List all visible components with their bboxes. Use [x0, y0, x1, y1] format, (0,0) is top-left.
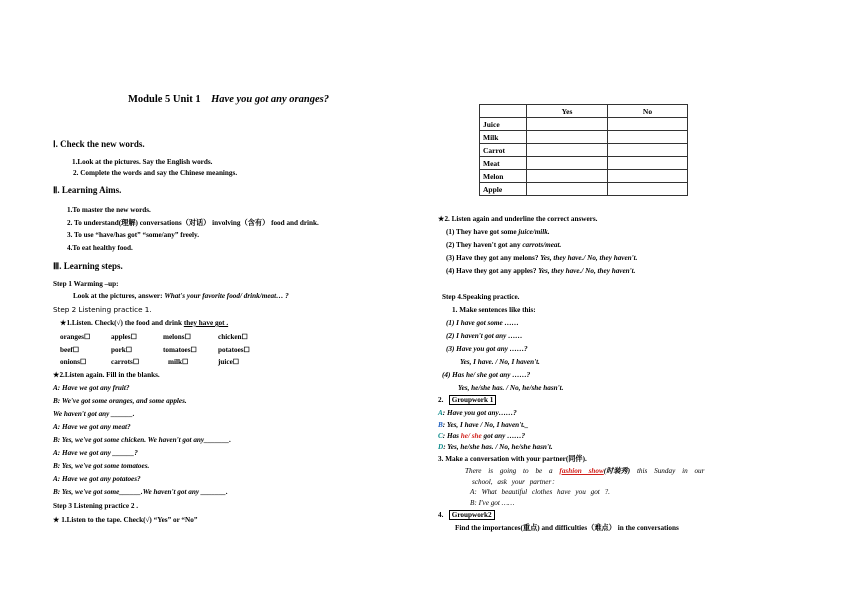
answer-options: carrots/meat.: [522, 241, 562, 249]
food-item[interactable]: beef☐: [60, 346, 80, 354]
no-cell[interactable]: [608, 170, 688, 183]
table-header-no: No: [608, 105, 688, 118]
line-text: There is going to be a: [465, 467, 560, 475]
groupwork-1-number: 2.: [438, 396, 444, 404]
food-item[interactable]: juice☐: [218, 358, 240, 366]
table-row: [480, 118, 688, 131]
answer-options: Yes, they have./ No, they haven't.: [538, 267, 636, 275]
section-3-heading: Ⅲ. Learning steps.: [53, 261, 123, 271]
table-row: [480, 131, 688, 144]
line-text: (时装秀): [603, 467, 631, 475]
sentence-line: (1) I have got some ……: [446, 319, 519, 327]
groupwork-1: [438, 396, 496, 404]
speaker-b: B: [438, 421, 443, 429]
no-cell[interactable]: [608, 183, 688, 196]
aim-4: 4.To eat healthy food.: [67, 244, 133, 252]
table-row-label: Meat: [480, 157, 527, 170]
step-1-label: Step 1 Warming –up:: [53, 280, 119, 288]
group-line-a: [438, 409, 517, 417]
step-3-task: ★ 1.Listen to the tape. Check(√) “Yes” or “No”: [53, 516, 198, 524]
groupwork-2-label: Groupwork2: [449, 510, 495, 520]
answer-text: (1) They have got some: [446, 228, 519, 236]
dialogue-line: A: Have we got any potatoes?: [53, 475, 141, 483]
dialogue-line: A: Have we got any fruit?: [53, 384, 130, 392]
yes-cell[interactable]: [527, 183, 608, 196]
item-3-line-2: school, ask your partner：: [472, 478, 559, 486]
sentence-line: Yes, I have. / No, I haven't.: [460, 358, 540, 366]
step-1-question: What's your favorite food/ drink/meat… ?: [164, 292, 289, 300]
yes-cell[interactable]: [527, 157, 608, 170]
food-item[interactable]: onions☐: [60, 358, 87, 366]
food-item[interactable]: apples☐: [111, 333, 138, 341]
step-2-label: Step 2 Listening practice 1.: [53, 305, 152, 314]
aim-3: 3. To use “have/has got” “some/any” freely.: [67, 231, 200, 239]
item-3-line-1: [465, 466, 704, 476]
step-4-sub: 1. Make sentences like this:: [452, 306, 536, 314]
table-row-label: Melon: [480, 170, 527, 183]
answer-line: [446, 254, 637, 262]
right-task-2-heading: ★2. Listen again and underline the correct answers.: [438, 215, 598, 223]
section-1-item-1: 1.Look at the pictures. Say the English words.: [72, 158, 213, 166]
aim-2: 2. To understand(理解) conversations（对话） involving（含有） food and drink.: [67, 219, 319, 227]
line-text: : Yes, he/she has. / No, he/she hasn't.: [443, 443, 553, 451]
dialogue-line: B: Yes, we've got some tomatoes.: [53, 462, 150, 470]
yes-cell[interactable]: [527, 144, 608, 157]
answer-text: (3) Have they got any melons?: [446, 254, 541, 262]
yes-cell[interactable]: [527, 118, 608, 131]
answer-text: (2) They haven't got any: [446, 241, 523, 249]
speaker-c: C: [438, 432, 443, 440]
step-4-label: Step 4.Speaking practice.: [442, 293, 520, 301]
no-cell[interactable]: [608, 118, 688, 131]
dialogue-line: B: Yes, we've got some______.We haven't got any _______.: [53, 488, 228, 496]
task-1: [60, 318, 228, 327]
step-3-label: Step 3 Listening practice 2 .: [53, 502, 139, 510]
table-row-label: Juice: [480, 118, 527, 131]
task-1-underlined: they have got .: [183, 319, 229, 327]
page-title: [128, 94, 329, 105]
table-row: [480, 183, 688, 196]
sentence-line: (3) Have you got any ……?: [446, 345, 528, 353]
groupwork-2: [438, 511, 495, 519]
no-cell[interactable]: [608, 144, 688, 157]
groupwork-1-label: Groupwork 1: [449, 395, 497, 405]
title-prefix: Module 5 Unit 1: [128, 94, 201, 105]
sentence-line: (2) I haven't got any ……: [446, 332, 523, 340]
speaker-a: A: [438, 409, 443, 417]
dialogue-line: A: Have we got any ______?: [53, 449, 138, 457]
food-item[interactable]: tomatoes☐: [163, 346, 197, 354]
section-2-heading: Ⅱ. Learning Aims.: [53, 185, 122, 195]
line-text: got any ……?: [481, 432, 526, 440]
answer-line: [446, 228, 550, 236]
group-line-b: [438, 421, 529, 429]
food-item[interactable]: potatoes☐: [218, 346, 250, 354]
yes-no-table: [479, 104, 688, 196]
groupwork-2-text: Find the importances(重点) and difficulties（难点） in the conversations: [455, 524, 679, 532]
line-text: : Yes, I have / No, I haven't._: [442, 421, 529, 429]
dialogue-line: We haven't got any ______.: [53, 410, 135, 418]
item-3-heading: 3. Make a conversation with your partner(同伴).: [438, 455, 587, 463]
answer-text: (4) Have they got any apples?: [446, 267, 539, 275]
answer-options: Yes, they have./ No, they haven't.: [540, 254, 638, 262]
food-item[interactable]: oranges☐: [60, 333, 91, 341]
item-3-line-4: B: I've got ……: [470, 499, 515, 507]
group-line-c: [438, 432, 525, 440]
table-header-row: [480, 105, 688, 118]
table-row: [480, 170, 688, 183]
line-text: : Have you got any……?: [442, 409, 517, 417]
food-item[interactable]: pork☐: [111, 346, 133, 354]
no-cell[interactable]: [608, 157, 688, 170]
table-row-label: Milk: [480, 131, 527, 144]
speaker-d: D: [438, 443, 444, 451]
task-1-text: ★1.Listen. Check(√) the food and drink: [60, 319, 183, 327]
sentence-line: Yes, he/she has. / No, he/she hasn't.: [458, 384, 564, 392]
line-text: this Sunday in our: [630, 467, 705, 475]
no-cell[interactable]: [608, 131, 688, 144]
food-item[interactable]: milk☐: [168, 358, 189, 366]
table-row-label: Carrot: [480, 144, 527, 157]
yes-cell[interactable]: [527, 131, 608, 144]
table-row: [480, 144, 688, 157]
yes-cell[interactable]: [527, 170, 608, 183]
sentence-line: (4) Has he/ she got any ……?: [442, 371, 531, 379]
food-item[interactable]: chicken☐: [218, 333, 249, 341]
answer-options: juice/milk.: [518, 228, 550, 236]
step-1-prompt: [73, 292, 289, 300]
step-1-prompt-text: Look at the pictures, answer:: [73, 292, 163, 300]
section-1-item-2: 2. Complete the words and say the Chinese meanings.: [73, 169, 238, 177]
table-header-cell: [480, 105, 527, 118]
task-2: ★2.Listen again. Fill in the blanks.: [53, 371, 160, 379]
answer-line: [446, 267, 635, 275]
aim-1: 1.To master the new words.: [67, 206, 151, 214]
fashion-show-highlight: fashion show: [559, 467, 604, 475]
food-item[interactable]: carrots☐: [111, 358, 140, 366]
line-highlight: he/ she: [460, 432, 482, 440]
dialogue-line: A: Have we got any meat?: [53, 423, 131, 431]
section-1-heading: Ⅰ. Check the new words.: [53, 139, 145, 149]
item-3-line-3: A: What beautiful clothes have you got ?.: [470, 488, 610, 496]
dialogue-line: B: We've got some oranges, and some apples.: [53, 397, 187, 405]
group-line-d: [438, 443, 553, 451]
title-question: Have you got any oranges?: [211, 94, 329, 105]
line-text: : Has: [442, 432, 461, 440]
answer-line: [446, 241, 561, 249]
food-item[interactable]: melons☐: [163, 333, 192, 341]
table-header-yes: Yes: [527, 105, 608, 118]
groupwork-2-number: 4.: [438, 511, 444, 519]
table-row-label: Apple: [480, 183, 527, 196]
dialogue-line: B: Yes, we've got some chicken. We haven't got any_______.: [53, 436, 232, 444]
table-row: [480, 157, 688, 170]
